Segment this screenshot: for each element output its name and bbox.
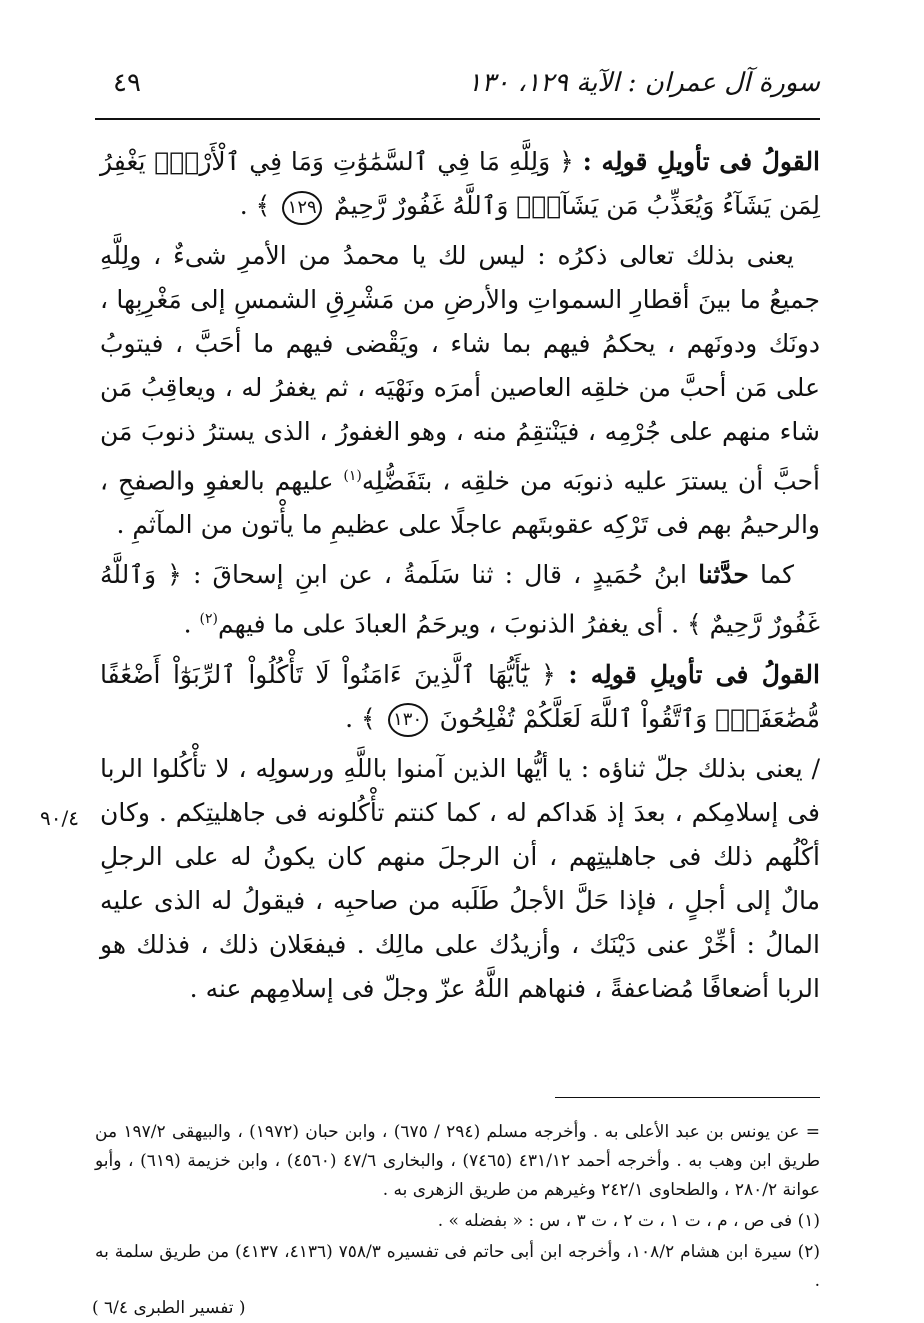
- footnote-divider: [555, 1097, 820, 1098]
- footnote-ref-1: (١): [343, 468, 362, 484]
- verse-closing: ﴾ .: [345, 703, 376, 733]
- running-header-title: سورة آل عمران : الآية ١٢٩، ١٣٠: [467, 68, 820, 98]
- margin-volume-page-note: ٩٠/٤: [40, 806, 79, 830]
- quran-verse-129: ﴿ وَلِلَّهِ مَا فِي ٱلسَّمَٰوَٰتِ وَمَا فِي ٱلْأَرْضِۚ يَغْفِرُ لِمَن يَشَآءُ وَيُعَذِّبُ مَن يَشَآءُۚ وَٱللَّهُ غَفُورٌ رَّحِيمٌ: [100, 147, 820, 220]
- aya-number-marker: ١٢٩: [282, 191, 322, 225]
- commentary-text: / يعنى بذلك جلّ ثناؤه : يا أيُّها الذين آمنوا باللَّهِ ورسولِه ، لا تأْكُلوا الربا فى إسلامِكم ، بعدَ إذ هَداكم له ، كما كنتم تأْكُلونه فى جاهليتِكم . وكان أكْلُهم ذلك فى جاهليتِهم ، أن الرجلَ منهم كان يكونُ له على الرجلِ مالٌ إلى أجلٍ ، فإذا حَلَّ الأجلُ طَلَبه من صاحبِه ، فيقولُ له الذى عليه المالُ : أخِّرْ عنى دَيْنَك ، وأزيدُك على مالِك . فيفعَلان ذلك ، فذلك هو الربا أضعافًا مُضاعفةً ، فنهاهم اللَّهُ عزّ وجلّ فى إسلامِهم عنه .: [100, 753, 820, 1003]
- commentary-text-tail: عليهم بالعفوِ والصفحِ ، والرحيمُ بهم فى تَرْكِه عقوبتَهم عاجلًا على عظيمِ ما يأْتون من المآثمِ .: [100, 466, 820, 540]
- book-signature: ( تفسير الطبرى ٦/٤ ): [92, 1298, 246, 1318]
- section-lead-heading: القولُ فى تأويلِ قولِه :: [568, 659, 820, 689]
- footnote-1: (١) فى ص ، م ، ت ١ ، ت ٢ ، ت ٣ ، س : « بفضله » .: [437, 1211, 820, 1231]
- verse-closing: ﴾ .: [239, 191, 271, 220]
- narration-text: ابنُ حُمَيدٍ ، قال : ثنا سَلَمةُ ، عن ابنِ إسحاقَ : ﴿ وَٱللَّهُ غَفُورٌ رَّحِيمٌ ﴾ . أى يغفرُ الذنوبَ ، ويرحَمُ العبادَ على ما فيهم: [100, 560, 820, 639]
- running-header: [95, 62, 820, 114]
- paragraph-verse-129: [100, 140, 820, 228]
- aya-number-marker: ١٣٠: [388, 703, 428, 737]
- commentary-text: يعنى بذلك تعالى ذكرُه : ليس لك يا محمدُ من الأمرِ شىءٌ ، ولِلَّهِ جميعُ ما بينَ أقطارِ السمواتِ والأرضِ من مَشْرِقِ الشمسِ إلى مَغْرِبِها ، دونَك ودونَهم ، يحكمُ فيهم بما شاء ، ويَقْضى فيهم ما أحَبَّ ، فيتوبُ على مَن أحبَّ من خلقِه العاصين أمرَه ونَهْيَه ، ثم يغفرُ له ، ويعاقِبُ مَن شاء منهم على جُرْمِه ، فيَنْتقِمُ منه ، وهو الغفورُ ، الذى يسترُ ذنوبَ مَن أحبَّ أن يسترَ عليه ذنوبَه من خلقِه ، بتَفَضُّلِه: [100, 241, 820, 496]
- paragraph-commentary-129: [100, 234, 820, 547]
- footnote-continued: = عن يونس بن عبد الأعلى به . وأخرجه مسلم (٢٩٤ / ٦٧٥) ، وابن حبان (١٩٧٢) ، والبيهقى ١٩٧/٢ من طريق ابن وهب به . وأخرجه أحمد ٤٣١/١٢ (٧٤٦٥) ، والبخارى ٤٧/٦ (٤٥٦٠) ، وابن خزيمة (٦١٩) ، وأبو عوانة ٢٨٠/٢ ، والطحاوى ٢٤٢/١ وغيرهم من طريق الزهرى به .: [95, 1122, 821, 1200]
- narration-start: كما: [760, 560, 794, 590]
- footnote-2: (٢) سيرة ابن هشام ١٠٨/٢، وأخرجه ابن أبى حاتم فى تفسيره ٧٥٨/٣ (٤١٣٦، ٤١٣٧) من طريق سلمة به .: [95, 1242, 820, 1291]
- narration-end: .: [183, 609, 192, 639]
- footnote-ref-2: (٢): [199, 611, 218, 628]
- narration-keyword: حدَّثنا: [698, 560, 749, 590]
- paragraph-narration: [100, 553, 820, 646]
- main-text: [100, 140, 820, 1017]
- footnotes: [95, 1118, 820, 1298]
- paragraph-verse-130: [100, 653, 820, 741]
- page-number: ٤٩: [113, 68, 141, 98]
- paragraph-commentary-130: [100, 747, 820, 1011]
- header-divider: [95, 118, 820, 120]
- section-lead-heading: القولُ فى تأويلِ قولِه :: [582, 147, 821, 176]
- quran-verse-130: ﴿ يَٰٓأَيُّهَا ٱلَّذِينَ ءَامَنُواْ لَا تَأْكُلُواْ ٱلرِّبَوٰٓاْ أَضْعَٰفًا مُّضَٰعَفَةًۖ وَٱتَّقُواْ ٱللَّهَ لَعَلَّكُمْ تُفْلِحُونَ: [100, 659, 820, 733]
